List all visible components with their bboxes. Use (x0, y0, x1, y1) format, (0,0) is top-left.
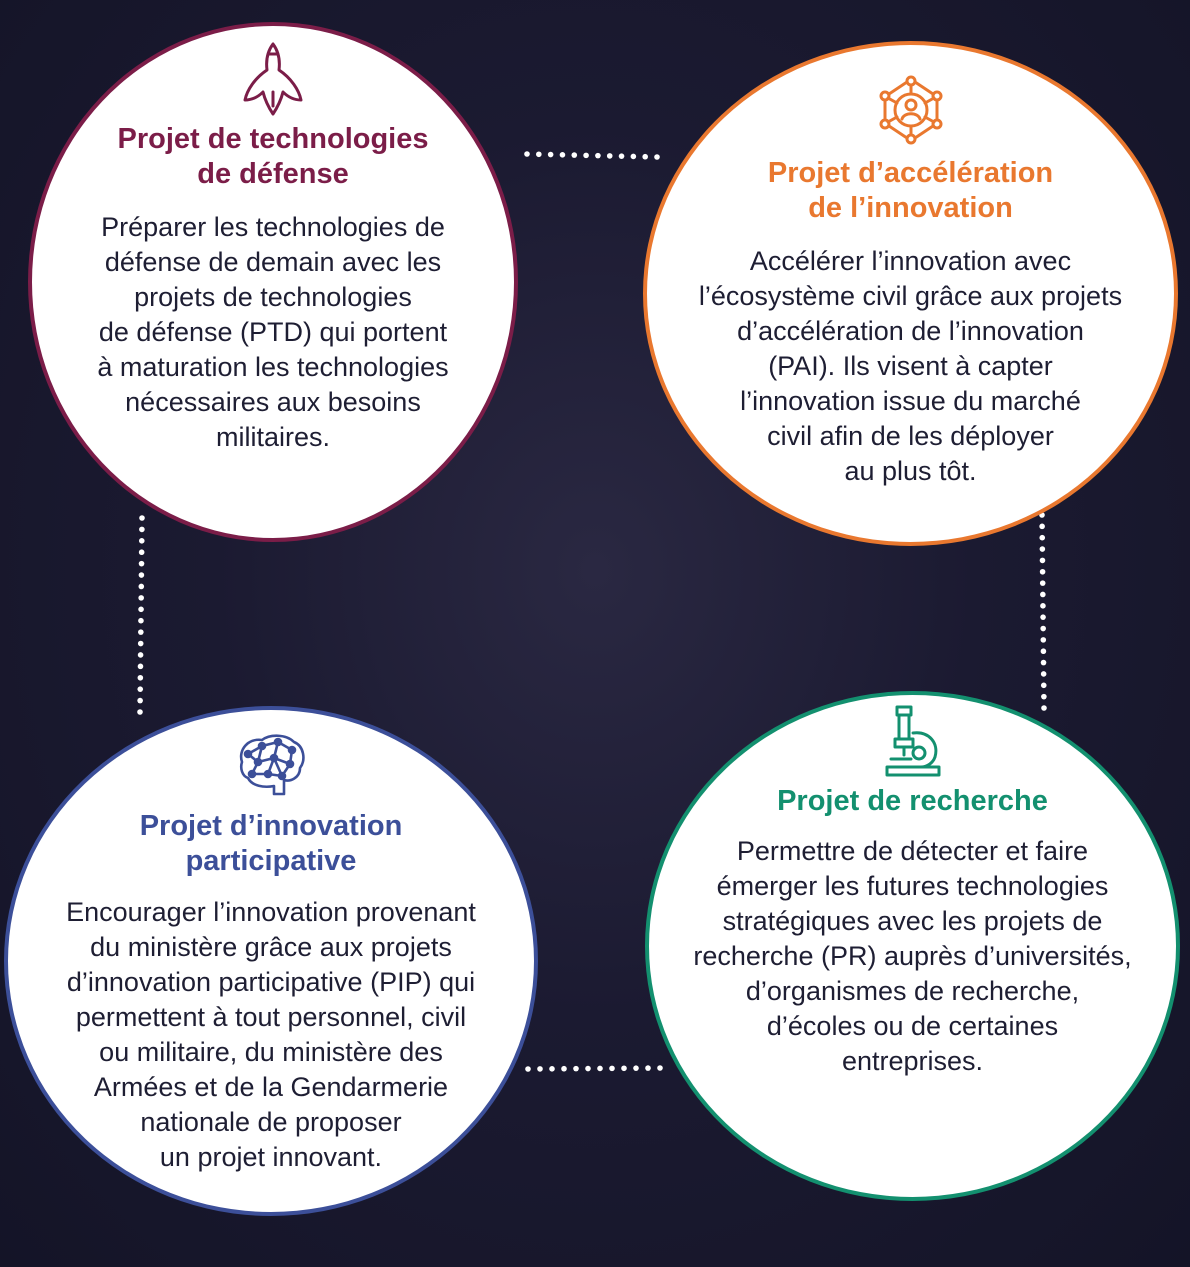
connector-dot (137, 709, 143, 715)
connector-dot (573, 1066, 579, 1072)
card-title: Projet d’innovation participative (139, 810, 403, 877)
connector-dot (642, 154, 648, 160)
connector-dot (597, 1066, 603, 1072)
connector-dot (1040, 546, 1046, 552)
connector-dot (1039, 535, 1045, 541)
connector-dot (138, 584, 144, 590)
card-description: Permettre de détecter et faire émerger les futures technologies stratégiques avec les projets de recherche (PR) auprès d’universités, d’organismes de recherche, d’écoles ou de certaines entreprises. (693, 836, 1132, 1076)
connector-dot (595, 153, 601, 159)
connector-dot (621, 1065, 627, 1071)
connector-dot (138, 606, 144, 612)
connector-dot (139, 561, 145, 567)
connector-dot (1040, 637, 1046, 643)
connector-dot (1040, 569, 1046, 575)
connector-top (524, 151, 660, 160)
connector-dot (609, 1066, 615, 1072)
connector-dot (138, 641, 144, 647)
rocket-icon (233, 40, 313, 125)
connector-dot (1040, 580, 1046, 586)
connector-dot (139, 572, 145, 578)
connector-dot (560, 152, 566, 158)
card-title: Projet de recherche (777, 785, 1048, 817)
connector-dot (1041, 705, 1047, 711)
connector-dot (525, 1066, 531, 1072)
connector-dot (1040, 558, 1046, 564)
connector-dot (657, 1065, 663, 1071)
card-title: Projet d’accélération de l’innovation (767, 157, 1054, 224)
connector-dot (139, 515, 145, 521)
connector-dot (607, 153, 613, 159)
connector-dot (1041, 648, 1047, 654)
brain-network-icon (234, 732, 308, 807)
card-defense-technologies (28, 22, 518, 542)
connector-dot (138, 664, 144, 670)
connector-dot (139, 527, 145, 533)
card-research (645, 691, 1180, 1201)
connector-dot (1041, 660, 1047, 666)
card-description: Préparer les technologies de défense de demain avec les projets de technologies de défense (PTD) qui portent à maturation les technologies nécessaires aux besoins militaires. (97, 212, 449, 452)
connector-dot (585, 1066, 591, 1072)
connector-dot (139, 538, 145, 544)
microscope-icon (881, 703, 945, 784)
card-description: Encourager l’innovation provenant du ministère grâce aux projets d’innovation participative (PIP) qui permettent à tout personnel, civil ou militaire, du ministère des Armées et de la Gendarmerie nationale de proposer un projet innovant. (66, 897, 476, 1172)
connector-dot (1040, 592, 1046, 598)
network-person-icon (876, 75, 946, 150)
connector-dot (1041, 671, 1047, 677)
connector-dot (139, 549, 145, 555)
connector-dot (1041, 694, 1047, 700)
card-description: Accélérer l’innovation avec l’écosystème civil grâce aux projets d’accélération de l’innovation (PAI). Ils visent à capter l’innovation issue du marché civil afin de les déployer au plus tôt. (698, 246, 1123, 486)
connector-dot (524, 151, 530, 157)
connector-dot (645, 1065, 651, 1071)
connector-dot (137, 686, 143, 692)
connector-dot (631, 154, 637, 160)
connector-dot (583, 153, 589, 159)
connector-dot (619, 153, 625, 159)
connector-dot (548, 152, 554, 158)
connector-dot (536, 151, 542, 157)
connector-dot (549, 1066, 555, 1072)
connector-dot (654, 154, 660, 160)
connector-dot (138, 595, 144, 601)
connector-dot (633, 1065, 639, 1071)
connector-dot (1040, 603, 1046, 609)
connector-dot (138, 675, 144, 681)
connector-dot (1041, 682, 1047, 688)
connector-dot (138, 629, 144, 635)
card-title: Projet de technologies de défense (117, 123, 429, 190)
connector-dot (138, 618, 144, 624)
connector-dot (571, 152, 577, 158)
connector-dot (1040, 614, 1046, 620)
connector-dot (138, 652, 144, 658)
card-innovation-acceleration (643, 41, 1178, 546)
connector-left (137, 515, 145, 715)
connector-dot (137, 698, 143, 704)
card-participative-innovation (4, 706, 538, 1216)
connector-dot (537, 1066, 543, 1072)
connector-dot (1040, 626, 1046, 632)
connector-bottom (525, 1065, 663, 1072)
connector-dot (1039, 524, 1045, 530)
connector-right (1039, 512, 1047, 711)
connector-dot (561, 1066, 567, 1072)
